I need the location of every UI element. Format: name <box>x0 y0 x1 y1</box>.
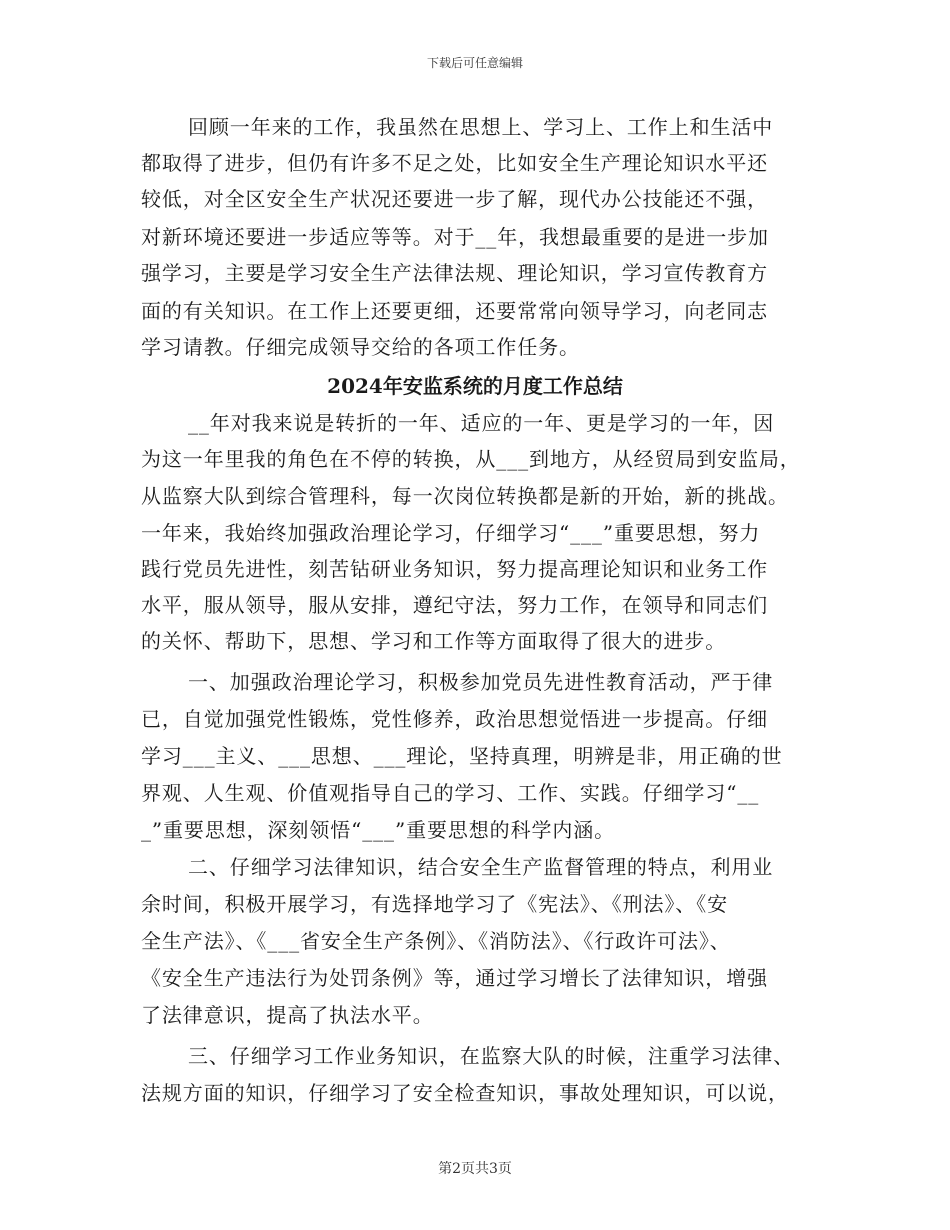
paragraph-line: 全生产法》、《___省安全生产条例》、《消防法》、《行政许可法》、 <box>141 929 731 953</box>
paragraph-line: 都取得了进步，但仍有许多不足之处，比如安全生产理论知识水平还 <box>141 151 768 175</box>
page-header: 下载后可任意编辑 <box>426 56 523 70</box>
paragraph-line: 界观、人生观、价值观指导自己的学习、工作、实践。仔细学习“__ <box>141 781 760 805</box>
paragraph-line: 为这一年里我的角色在不停的转换，从___到地方，从经贸局到安监局， <box>141 447 801 471</box>
paragraph-line: _”重要思想，深刻领悟“___”重要思想的科学内涵。 <box>141 818 616 842</box>
paragraph-line: 余时间，积极开展学习，有选择地学习了《宪法》、《刑法》、《安 <box>141 892 728 916</box>
paragraph-line: 回顾一年来的工作，我虽然在思想上、学习上、工作上和生活中 <box>188 115 774 139</box>
paragraph-line: 《安全生产违法行为处罚条例》等，通过学习增长了法律知识，增强 <box>141 966 768 990</box>
paragraph-line: 践行党员先进性，刻苦钻研业务知识，努力提高理论知识和业务工作 <box>141 557 768 581</box>
paragraph-line: 已，自觉加强党性锻炼，党性修养，政治思想觉悟进一步提高。仔细 <box>141 707 768 731</box>
paragraph-line: 学习___主义、___思想、___理论，坚持真理，明辨是非，用正确的世 <box>141 744 783 768</box>
paragraph-line: 从监察大队到综合管理科，每一次岗位转换都是新的开始，新的挑战。 <box>141 484 789 508</box>
paragraph-line: 法规方面的知识，仔细学习了安全检查知识，事故处理知识，可以说， <box>141 1081 789 1105</box>
paragraph-line: 面的有关知识。在工作上还要更细，还要常常向领导学习，向老同志 <box>141 299 768 323</box>
paragraph-line: 三、仔细学习工作业务知识，在监察大队的时候，注重学习法律、 <box>188 1044 795 1068</box>
paragraph-line: __年对我来说是转折的一年、适应的一年、更是学习的一年，因 <box>188 411 775 435</box>
paragraph-line: 对新环境还要进一步适应等等。对于__年，我想最重要的是进一步加 <box>141 225 769 249</box>
paragraph-line: 一年来，我始终加强政治理论学习，仔细学习“___”重要思想，努力 <box>141 521 761 545</box>
paragraph-line: 较低，对全区安全生产状况还要进一步了解，现代办公技能还不强， <box>141 187 768 211</box>
paragraph-line: 水平，服从领导，服从安排，遵纪守法，努力工作，在领导和同志们 <box>141 593 768 617</box>
paragraph-line: 强学习，主要是学习安全生产法律法规、理论知识，学习宣传教育方 <box>141 261 768 285</box>
paragraph-line: 学习请教。仔细完成领导交给的各项工作任务。 <box>141 335 580 359</box>
paragraph-line: 了法律意识，提高了执法水平。 <box>141 1003 434 1027</box>
paragraph-line: 一、加强政治理论学习，积极参加党员先进性教育活动，严于律 <box>188 670 774 694</box>
paragraph-line: 的关怀、帮助下，思想、学习和工作等方面取得了很大的进步。 <box>141 629 727 653</box>
document-title: 2024年安监系统的月度工作总结 <box>327 374 623 398</box>
paragraph-line: 二、仔细学习法律知识，结合安全生产监督管理的特点，利用业 <box>188 855 774 879</box>
page-footer: 第2页共3页 <box>438 1161 512 1177</box>
